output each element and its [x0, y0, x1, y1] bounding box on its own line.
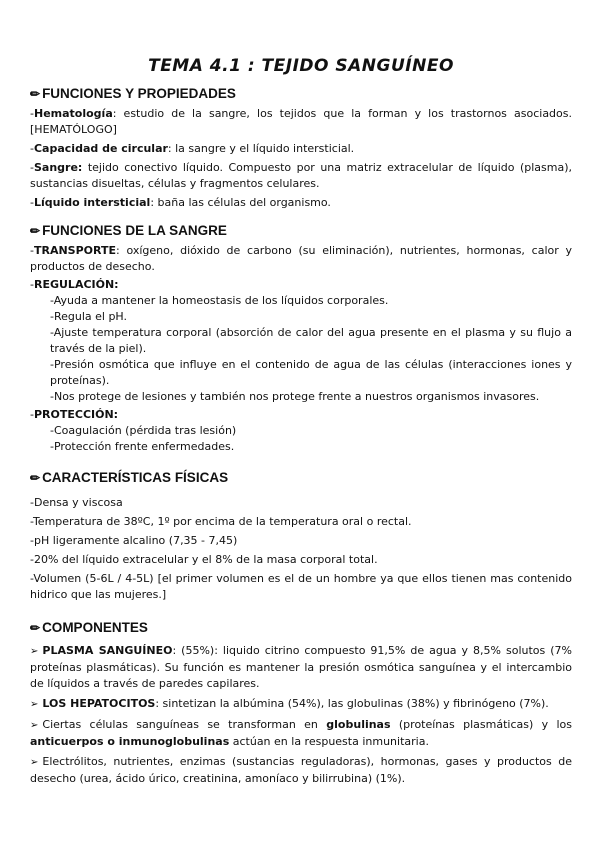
- pencil-right-icon: ✏: [30, 87, 41, 101]
- ciertas-celulas-paragraph: [30, 717, 572, 750]
- definition-text: : (55%): liquido citrino compuesto 91,5% de agua y 8,5% solutos (7% proteínas plasmáticas). Su función es mantener la presión osmótica sanguínea y el intercambio de líquidos a través de paredes capilares.: [30, 644, 573, 690]
- definition-sangre: -Sangre: tejido conectivo líquido. Compuesto por una matriz extracelular de líquido (plasma), sustancias disueltas, células y fragmentos celulares.: [30, 161, 572, 190]
- list-item: -Regula el pH.: [50, 310, 128, 323]
- term: Capacidad de circular: [33, 142, 168, 155]
- hepatocitos-paragraph: [30, 696, 572, 713]
- definition-text: : sintetizan la albúmina (54%), las globulinas (38%) y fibrinógeno (7%).: [155, 697, 549, 710]
- section-funciones: [30, 85, 572, 211]
- term: PLASMA SANGUÍNEO: [42, 644, 173, 657]
- definition-text: : estudio de la sangre, los tejidos que la forman y los trastornos asociados. [HEMATÓLOGO]: [30, 107, 572, 136]
- section-heading-componentes: [30, 619, 572, 637]
- term: globulinas: [326, 718, 391, 731]
- term: LOS HEPATOCITOS: [42, 697, 156, 710]
- electrolitos-paragraph: [30, 754, 572, 787]
- list-item: -Volumen (5-6L / 4-5L) [el primer volumen es el de un hombre ya que ellos tienen mas contenido hidrico que las mujeres.]: [30, 572, 572, 601]
- proteccion-label: -PROTECCIÓN:: [30, 408, 119, 421]
- transporte-paragraph: -TRANSPORTE: oxígeno, dióxido de carbono (su eliminación), nutrientes, hormonas, calor y productos de desecho.: [30, 244, 572, 273]
- list-item: -Coagulación (pérdida tras lesión): [50, 424, 237, 437]
- text: Ciertas células sanguíneas se transforman en: [42, 718, 327, 731]
- definition-liquido: -Líquido intersticial: baña las células del organismo.: [30, 196, 331, 209]
- section-heading-caracteristicas: [30, 469, 572, 487]
- term: TRANSPORTE: [33, 244, 117, 257]
- arrowhead-right-icon: ➢: [30, 699, 39, 710]
- term: Líquido intersticial: [33, 196, 151, 209]
- section-heading-text: FUNCIONES Y PROPIEDADES: [42, 86, 236, 101]
- list-item: -Ayuda a mantener la homeostasis de los líquidos corporales.: [50, 294, 389, 307]
- term: Sangre:: [33, 161, 83, 174]
- list-item: -Densa y viscosa: [30, 496, 123, 509]
- page-title: TEMA 4.1 : TEJIDO SANGUÍNEO: [148, 56, 454, 76]
- arrowhead-right-icon: ➢: [30, 720, 39, 731]
- definition-text: : baña las células del organismo.: [150, 196, 331, 209]
- arrowhead-right-icon: ➢: [30, 757, 39, 768]
- definition-hematologia: -Hematología: estudio de la sangre, los tejidos que la forman y los trastornos asociados. [HEMATÓLOGO]: [30, 107, 572, 136]
- text: Electrólitos, nutrientes, enzimas (sustancias reguladoras), hormonas, gases y productos de desecho (urea, ácido úrico, creatinina, amoníaco y bilirrubina) (1%).: [30, 755, 572, 785]
- plasma-paragraph: [30, 643, 572, 692]
- term: PROTECCIÓN:: [33, 408, 119, 421]
- definition-text: : oxígeno, dióxido de carbono (su eliminación), nutrientes, hormonas, calor y productos de desecho.: [30, 244, 572, 273]
- pencil-right-icon: ✏: [30, 621, 41, 635]
- list-item: -pH ligeramente alcalino (7,35 - 7,45): [30, 534, 238, 547]
- list-item: -Presión osmótica que influye en el contenido de agua de las células (interacciones iones y proteínas).: [50, 358, 572, 387]
- section-caracteristicas: [30, 469, 572, 603]
- list-item: -Temperatura de 38ºC, 1º por encima de la temperatura oral o rectal.: [30, 515, 412, 528]
- list-item: -Ajuste temperatura corporal (absorción de calor del agua presente en el plasma y su flujo a través de la piel).: [50, 326, 572, 355]
- definition-capacidad: -Capacidad de circular: la sangre y el líquido intersticial.: [30, 142, 355, 155]
- section-heading-text: COMPONENTES: [42, 620, 148, 635]
- definition-text: tejido conectivo líquido. Compuesto por una matriz extracelular de líquido (plasma), sustancias disueltas, células y fragmentos celulares.: [30, 161, 572, 190]
- term: REGULACIÓN:: [33, 278, 119, 291]
- section-funciones-sangre: [30, 222, 572, 455]
- section-heading-text: CARACTERÍSTICAS FÍSICAS: [42, 470, 229, 485]
- section-heading-text: FUNCIONES DE LA SANGRE: [42, 223, 227, 238]
- definition-text: : la sangre y el líquido intersticial.: [167, 142, 355, 155]
- pencil-right-icon: ✏: [30, 471, 41, 485]
- list-item: -Protección frente enfermedades.: [50, 440, 235, 453]
- arrowhead-right-icon: ➢: [30, 646, 39, 657]
- section-componentes: [30, 619, 572, 787]
- list-item: -20% del líquido extracelular y el 8% de la masa corporal total.: [30, 553, 378, 566]
- list-item: -Nos protege de lesiones y también nos protege frente a nuestros organismos invasores.: [50, 390, 540, 403]
- text: actúan en la respuesta inmunitaria.: [229, 735, 429, 748]
- section-heading-funciones: [30, 85, 572, 103]
- term: anticuerpos o inmunoglobulinas: [30, 735, 230, 748]
- text: (proteínas plasmáticas) y los: [390, 718, 573, 731]
- pencil-right-icon: ✏: [30, 224, 41, 238]
- section-heading-funciones-sangre: [30, 222, 572, 240]
- term: Hematología: [33, 107, 113, 120]
- regulacion-label: -REGULACIÓN:: [30, 278, 119, 291]
